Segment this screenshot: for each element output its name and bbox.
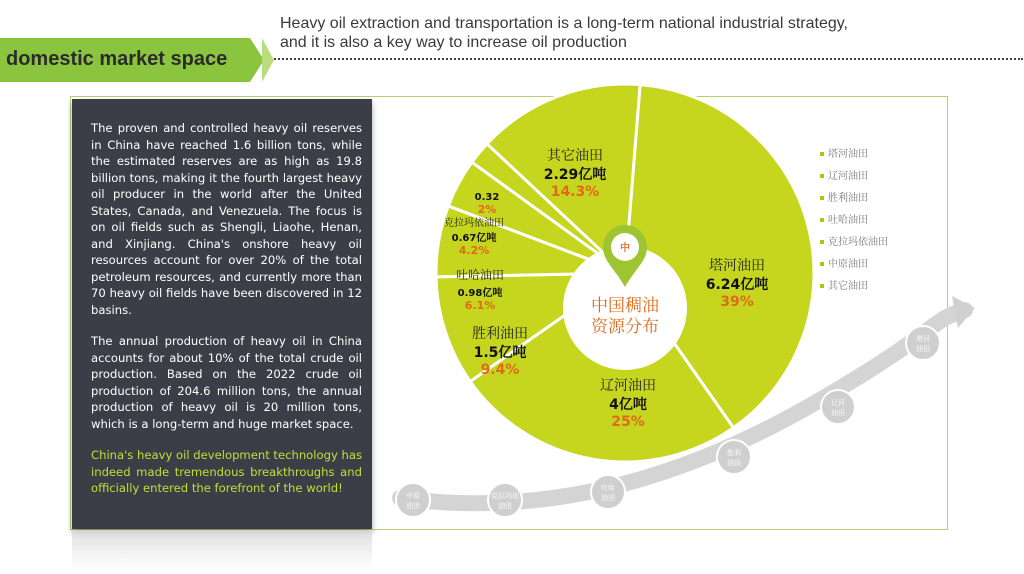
arrow-node [591, 475, 625, 509]
panel-reflection [72, 530, 372, 570]
slice-amount-label: 0.98亿吨 [457, 288, 503, 299]
legend-label: 塔河油田 [828, 149, 868, 160]
legend-item [820, 192, 888, 214]
text-panel [72, 99, 372, 529]
arrow-node-label: 油田 [498, 502, 512, 510]
slice-amount-label: 0.32 [474, 192, 500, 203]
slice-name-label: 其它油田 [547, 148, 603, 164]
legend-item [820, 258, 888, 280]
center-label-line1: 中国稠油 [591, 296, 659, 316]
slice-name-label: 塔河油田 [709, 258, 765, 274]
legend-label: 辽河油田 [828, 171, 868, 182]
arrow-node-label: 油田 [916, 345, 930, 353]
slice-percent-label: 25% [611, 414, 645, 430]
page-title-line2: and it is also a key way to increase oil production [280, 34, 627, 51]
slice-percent-label: 6.1% [464, 299, 496, 312]
legend-swatch [820, 152, 824, 156]
slice-amount-label: 2.29亿吨 [543, 167, 607, 183]
legend-item [820, 280, 888, 302]
center-label-line2: 资源分布 [591, 317, 659, 337]
legend-swatch [820, 196, 824, 200]
paragraph-technology: China's heavy oil development technology has indeed made tremendous breakthroughs and officially entered the forefront of the world! [91, 448, 362, 495]
slice-amount-label: 1.5亿吨 [473, 345, 527, 361]
arrow-node-label: 油田 [601, 494, 615, 502]
legend-swatch [820, 240, 824, 244]
chart-legend [820, 148, 888, 302]
slice-percent-label: 14.3% [550, 184, 600, 200]
legend-item [820, 170, 888, 192]
legend-label: 中原油田 [828, 259, 868, 270]
slice-percent-label: 39% [720, 294, 754, 310]
legend-swatch [820, 284, 824, 288]
arrow-node [906, 326, 940, 360]
arrow-head [952, 296, 975, 328]
arrow-node [396, 483, 430, 517]
legend-swatch [820, 174, 824, 178]
legend-label: 克拉玛依油田 [828, 237, 888, 248]
legend-swatch [820, 262, 824, 266]
map-pin-label: 中 [620, 243, 630, 254]
arrow-node-label: 油田 [406, 502, 420, 510]
slice-name-label: 胜利油田 [472, 326, 528, 342]
arrow-node-label: 吐哈 [601, 484, 615, 492]
slice-name-label: 吐哈油田 [455, 268, 505, 282]
arrow-node [488, 483, 522, 517]
legend-label: 胜利油田 [828, 193, 868, 204]
arrow-node-label: 辽河 [831, 399, 845, 407]
slice-amount-label: 0.67亿吨 [451, 233, 497, 244]
arrow-node-label: 胜利 [727, 449, 741, 457]
slice-amount-label: 6.24亿吨 [705, 277, 769, 293]
legend-label: 吐哈油田 [828, 215, 868, 226]
paragraph-reserves: The proven and controlled heavy oil reserves in China have reached 1.6 billion tons, while the estimated reserves are as high as 19.8 billion tons, making it the fourth largest heavy oil producer in the world after the United States, Canada, and Venezuela. The focus is on oil fields such as Shengli, Liaohe, Henan, and Xinjiang. China's onshore heavy oil resources account for over 20% of the total petroleum resources, and currently more than 70 heavy oil fields have been discovered in 12 basins. [91, 121, 362, 317]
arrow-node [717, 440, 751, 474]
legend-label: 其它油田 [828, 281, 868, 292]
paragraph-production: The annual production of heavy oil in China accounts for about 10% of the total crude oil production. Based on the 2022 crude oil production of 204.6 million tons, the annual production of heavy oil is 20 million tons, which is a long-term and huge market space. [91, 334, 362, 431]
page-title-line1: Heavy oil extraction and transportation is a long-term national industrial strategy, [280, 15, 848, 32]
slice-amount-label: 4亿吨 [609, 397, 647, 413]
section-label: domestic market space [6, 48, 228, 70]
slice-name-label: 辽河油田 [600, 378, 656, 394]
legend-swatch [820, 218, 824, 222]
arrow-node-label: 油田 [831, 409, 845, 417]
slice-percent-label: 2% [477, 203, 497, 216]
legend-item [820, 214, 888, 236]
slice-name-label: 克拉玛依油田 [444, 218, 504, 229]
arrow-node-label: 中原 [406, 492, 420, 500]
arrow-node-label: 塔河 [916, 335, 930, 343]
legend-item [820, 148, 888, 170]
legend-item [820, 236, 888, 258]
arrow-node [821, 390, 855, 424]
slice-percent-label: 4.2% [458, 244, 490, 257]
slice-percent-label: 9.4% [480, 362, 520, 378]
arrow-node-label: 克拉玛依 [491, 492, 519, 500]
arrow-node-label: 油田 [727, 459, 741, 467]
